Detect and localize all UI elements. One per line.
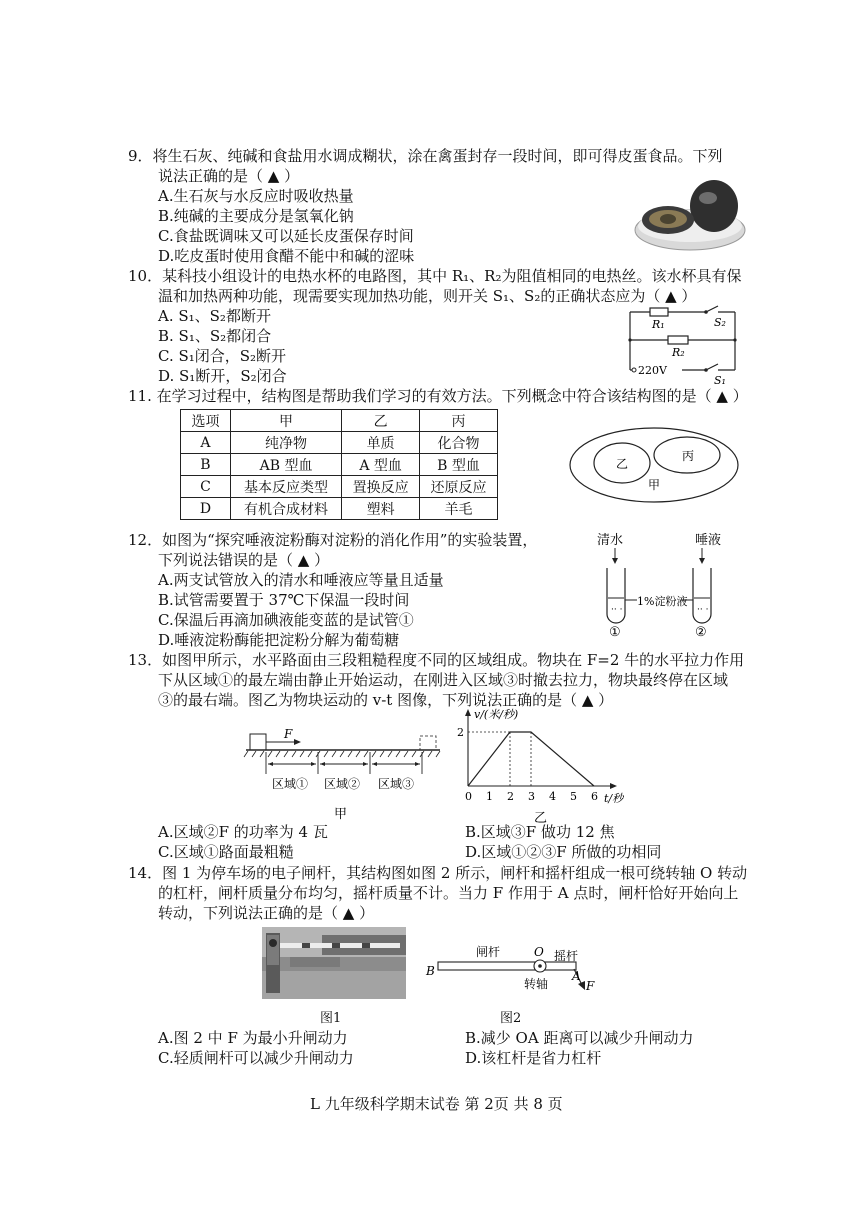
table-header-row	[181, 410, 498, 432]
x-tick-label: 0	[465, 790, 472, 803]
parking-gate-photo	[262, 927, 406, 999]
table-row	[181, 498, 498, 520]
fig-a-caption: 甲	[334, 807, 348, 822]
q13-option-b: B.区域③F 做功 12 焦	[465, 823, 615, 841]
lever-structure-diagram	[420, 940, 610, 1000]
svg-text:·· ·: ·· ·	[697, 605, 709, 615]
r1-resistor	[650, 308, 668, 316]
header-cell: 丙	[420, 410, 498, 432]
q12-option-a: A.两支试管放入的清水和唾液应等量且适量	[158, 571, 444, 589]
q11-stem: 11. 在学习过程中，结构图是帮助我们学习的有效方法。下列概念中符合该结构图的是（ ▲ ）	[128, 387, 748, 405]
table-row	[181, 454, 498, 476]
starch-label: 1%淀粉液	[637, 595, 688, 608]
page-footer: L 九年级科学期末试卷 第 2页 共 8 页	[310, 1095, 563, 1113]
q14-stem-line2: 的杠杆，闸杆质量分布均匀，摇杆质量不计。当力 F 作用于 A 点时，闸杆恰好开始向上	[158, 884, 739, 902]
table-cell: 还原反应	[420, 476, 498, 498]
water-label: 清水	[597, 533, 624, 548]
table-cell: 化合物	[420, 432, 498, 454]
table-cell: 单质	[342, 432, 420, 454]
r2-resistor	[668, 336, 688, 344]
zone-1-label: 区域①	[272, 777, 309, 791]
q14-option-d: D.该杠杆是省力杠杆	[465, 1049, 602, 1067]
x-tick-label: 6	[591, 790, 598, 803]
svg-text:·· ·: ·· ·	[611, 605, 623, 615]
tube2-label: ②	[695, 625, 707, 640]
x-tick-label: 4	[549, 790, 556, 803]
q10-option-c: C. S₁闭合，S₂断开	[158, 347, 287, 365]
y-tick-label: 2	[457, 726, 464, 739]
starch-digestion-apparatus	[585, 528, 735, 640]
table-cell: A	[181, 432, 231, 454]
table-cell: 基本反应类型	[230, 476, 341, 498]
bar-label: 闸杆	[476, 945, 501, 959]
venn-outer-label: 甲	[648, 478, 661, 492]
fig-b-caption: 乙	[534, 811, 548, 824]
q12-stem-line2: 下列说法错误的是（ ▲ ）	[158, 551, 330, 569]
s2-label: S₂	[714, 316, 726, 329]
x-tick-label: 2	[507, 790, 514, 803]
x-tick-label: 5	[570, 790, 577, 803]
venn-structure-diagram	[566, 425, 742, 505]
axle-label: 转轴	[524, 977, 549, 991]
header-cell: 乙	[342, 410, 420, 432]
table-cell: 有机合成材料	[230, 498, 341, 520]
rocker-label: 摇杆	[554, 949, 579, 963]
table-cell: 羊毛	[420, 498, 498, 520]
q14-option-c: C.轻质闸杆可以减少升闸动力	[158, 1049, 354, 1067]
table-cell: B 型血	[420, 454, 498, 476]
q9-option-d: D.吃皮蛋时使用食醋不能中和碱的涩味	[158, 247, 415, 265]
heater-circuit-diagram	[620, 300, 745, 386]
table-cell: B	[181, 454, 231, 476]
q9-stem-line1: 9．将生石灰、纯碱和食盐用水调成糊状，涂在禽蛋封存一段时间，即可得皮蛋食品。下列	[128, 147, 723, 165]
table-cell: D	[181, 498, 231, 520]
q12-stem-line1: 12．如图为“探究唾液淀粉酶对淀粉的消化作用”的实验装置，	[128, 531, 538, 549]
s2-switch	[706, 306, 718, 312]
q13-stem-line2: 下从区域①的最左端由静止开始运动，在刚进入区域③时撤去拉力，物块最终停在区域	[158, 671, 729, 689]
r1-label: R₁	[652, 318, 665, 331]
venn-right-label: 丙	[682, 449, 695, 463]
q12-option-c: C.保温后再滴加碘液能变蓝的是试管①	[158, 611, 414, 629]
table-cell: 纯净物	[230, 432, 341, 454]
q11-options-table	[180, 409, 498, 520]
q13-option-a: A.区域②F 的功率为 4 瓦	[158, 823, 328, 841]
saliva-label: 唾液	[695, 533, 722, 548]
point-a-label: A	[572, 969, 581, 983]
q9-option-b: B.纯碱的主要成分是氢氧化钠	[158, 207, 354, 225]
block-final-position	[420, 736, 436, 750]
q14-option-b: B.减少 OA 距离可以减少升闸动力	[465, 1029, 694, 1047]
x-tick-label: 3	[528, 790, 535, 803]
q10-option-d: D. S₁断开，S₂闭合	[158, 367, 287, 385]
table-cell: C	[181, 476, 231, 498]
header-cell: 甲	[230, 410, 341, 432]
q10-option-b: B. S₁、S₂都闭合	[158, 327, 272, 345]
fig2-caption: 图2	[500, 1011, 522, 1026]
preserved-egg-photo	[630, 176, 750, 256]
s1-label: S₁	[714, 374, 726, 386]
force-f-label: F	[586, 979, 595, 993]
block	[250, 734, 266, 750]
q13-option-c: C.区域①路面最粗糙	[158, 843, 294, 861]
zone-2-label: 区域②	[324, 777, 361, 791]
r2-label: R₂	[672, 346, 685, 359]
q10-stem-line1: 10．某科技小组设计的电热水杯的电路图，其中 R₁、R₂为阻值相同的电热丝。该水杯具有保	[128, 267, 742, 285]
x-axis-label: t/秒	[604, 792, 624, 805]
gate-bar	[438, 962, 538, 970]
q12-option-b: B.试管需要置于 37℃下保温一段时间	[158, 591, 410, 609]
table-cell: AB 型血	[230, 454, 341, 476]
q13-stem-line1: 13．如图甲所示，水平路面由三段粗糙程度不同的区域组成。物块在 F=2 牛的水平拉力作用	[128, 651, 745, 669]
q12-option-d: D.唾液淀粉酶能把淀粉分解为葡萄糖	[158, 631, 400, 649]
tube1-label: ①	[609, 625, 621, 640]
x-tick-label: 1	[486, 790, 493, 803]
voltage-label: 220V	[638, 364, 667, 377]
y-axis-label: v/(米/秒)	[474, 708, 519, 721]
road-zones-figure	[238, 722, 448, 822]
q9-option-a: A.生石灰与水反应时吸收热量	[158, 187, 354, 205]
q10-option-a: A. S₁、S₂都断开	[158, 307, 271, 325]
q10-stem-line2: 温和加热两种功能，现需要实现加热功能，则开关 S₁、S₂的正确状态应为（ ▲ ）	[158, 287, 697, 305]
q9-option-c: C.食盐既调味又可以延长皮蛋保存时间	[158, 227, 414, 245]
q14-stem-line3: 转动，下列说法正确的是（ ▲ ）	[158, 904, 375, 922]
table-row	[181, 432, 498, 454]
pivot-o-label: O	[534, 945, 544, 959]
q14-stem-line1: 14．图 1 为停车场的电子闸杆，其结构图如图 2 所示，闸杆和摇杆组成一根可绕转轴 O 转动	[128, 864, 748, 882]
q9-stem-line2: 说法正确的是（ ▲ ）	[158, 167, 300, 185]
q14-option-a: A.图 2 中 F 为最小升闸动力	[158, 1029, 348, 1047]
q13-option-d: D.区域①②③F 所做的功相同	[465, 843, 662, 861]
fig1-caption: 图1	[320, 1011, 342, 1026]
venn-left-label: 乙	[616, 457, 629, 471]
header-cell: 选项	[181, 410, 231, 432]
table-cell: A 型血	[342, 454, 420, 476]
zone-3-label: 区域③	[378, 777, 415, 791]
q13-stem-line3: ③的最右端。图乙为物块运动的 v-t 图像，下列说法正确的是（ ▲ ）	[158, 691, 614, 709]
table-cell: 塑料	[342, 498, 420, 520]
table-row	[181, 476, 498, 498]
table-cell: 置换反应	[342, 476, 420, 498]
point-b-label: B	[426, 964, 435, 978]
force-label: F	[284, 727, 293, 741]
vt-graph	[448, 702, 640, 824]
s1-switch	[706, 364, 718, 370]
